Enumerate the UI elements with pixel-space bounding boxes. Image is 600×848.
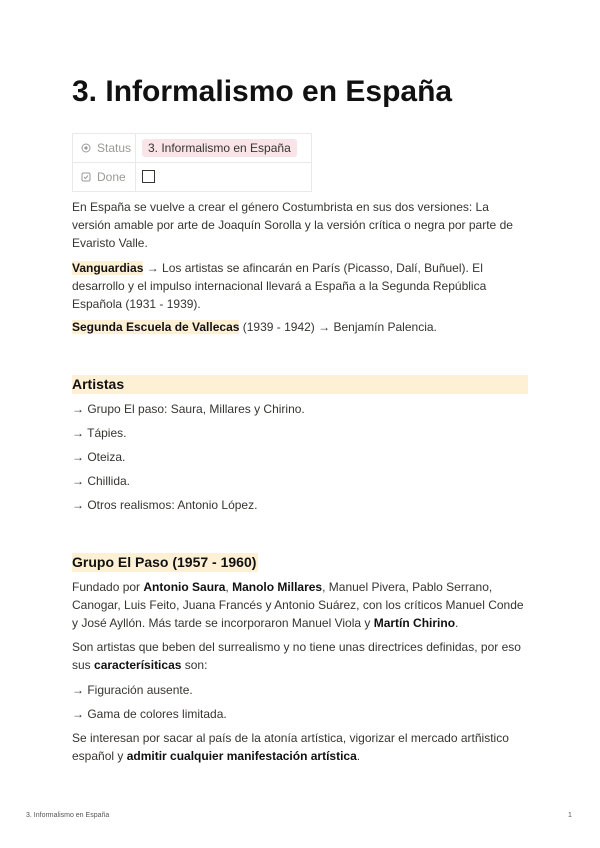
- status-key: [73, 134, 136, 163]
- list-item: → Tápies.: [72, 426, 127, 440]
- text-run: Fundado por: [72, 580, 144, 594]
- footer-title: 3. Informalismo en España: [26, 812, 110, 819]
- text-run: Se interesan por sacar al país de la atonía artística, vigorizar el mercado artñistico español y: [72, 731, 509, 763]
- text-run: , Manuel Pivera, Pablo Serrano, Canogar, Luis Feito, Juana Francés y Antonio Suárez, con los críticos Manuel Conde y José Ayllón. Más tarde se incorporaron Manuel Viola y: [72, 580, 524, 630]
- properties-table: [72, 133, 312, 192]
- grupo-goals-paragraph: [72, 729, 528, 765]
- list-item: → Oteiza.: [72, 450, 126, 464]
- list-item: → Gama de colores limitada.: [72, 707, 227, 721]
- text-run: son:: [181, 658, 208, 672]
- text-run: .: [455, 616, 459, 630]
- done-checkbox[interactable]: [142, 170, 155, 183]
- text-run: Son artistas que beben del surrealismo y no tiene unas directrices definidas, por eso sus: [72, 640, 521, 672]
- status-badge[interactable]: 3. Informalismo en España: [142, 139, 297, 157]
- list-item: → Grupo El paso: Saura, Millares y Chirino.: [72, 402, 305, 416]
- bold-millares: Manolo Millares: [232, 580, 323, 594]
- vanguardias-text: → Los artistas se afincarán en París (Picasso, Dalí, Buñuel). El desarrollo y el impulso internacional llevará a España a la Segunda República Española (1931 - 1939).: [72, 261, 487, 311]
- text-run: .: [356, 749, 361, 763]
- done-value-cell[interactable]: [136, 163, 312, 192]
- vallecas-text: (1939 - 1942) → Benjamín Palencia.: [239, 320, 437, 334]
- bold-caracteristicas: caracterísiticas: [94, 658, 182, 672]
- grupo-heading: Grupo El Paso (1957 - 1960): [72, 554, 257, 570]
- list-item: → Figuración ausente.: [72, 683, 193, 697]
- intro-paragraph: En España se vuelve a crear el género Costumbrista en sus dos versiones: La versión amable por arte de Joaquín Sorolla y la versión crítica o negra por parte de Evaristo Valle.: [72, 200, 513, 250]
- done-label: Done: [97, 170, 126, 184]
- bold-chirino: Martín Chirino: [373, 616, 456, 630]
- grupo-characteristics-paragraph: [72, 638, 528, 674]
- grupo-founders-paragraph: [72, 578, 528, 632]
- page-number: 1: [568, 812, 572, 819]
- vanguardias-highlight: Vanguardias: [72, 261, 144, 275]
- done-row: [73, 163, 312, 192]
- status-row: [73, 134, 312, 163]
- bold-saura: Antonio Saura: [143, 580, 226, 594]
- list-item: → Otros realismos: Antonio López.: [72, 498, 258, 512]
- page-title: 3. Informalismo en España: [72, 75, 453, 108]
- status-icon: [81, 143, 91, 153]
- status-label: Status: [97, 141, 132, 155]
- checkbox-property-icon: [81, 172, 91, 182]
- artistas-heading: Artistas: [72, 375, 528, 394]
- list-item: → Chillida.: [72, 474, 131, 488]
- vanguardias-paragraph: [72, 259, 528, 313]
- status-value-cell[interactable]: [136, 134, 312, 163]
- vallecas-highlight: Segunda Escuela de Vallecas: [72, 320, 240, 334]
- bold-admitir: admitir cualquier manifestación artística: [126, 749, 357, 763]
- text-run: ,: [225, 580, 233, 594]
- done-key: [73, 163, 136, 192]
- vallecas-paragraph: [72, 318, 528, 336]
